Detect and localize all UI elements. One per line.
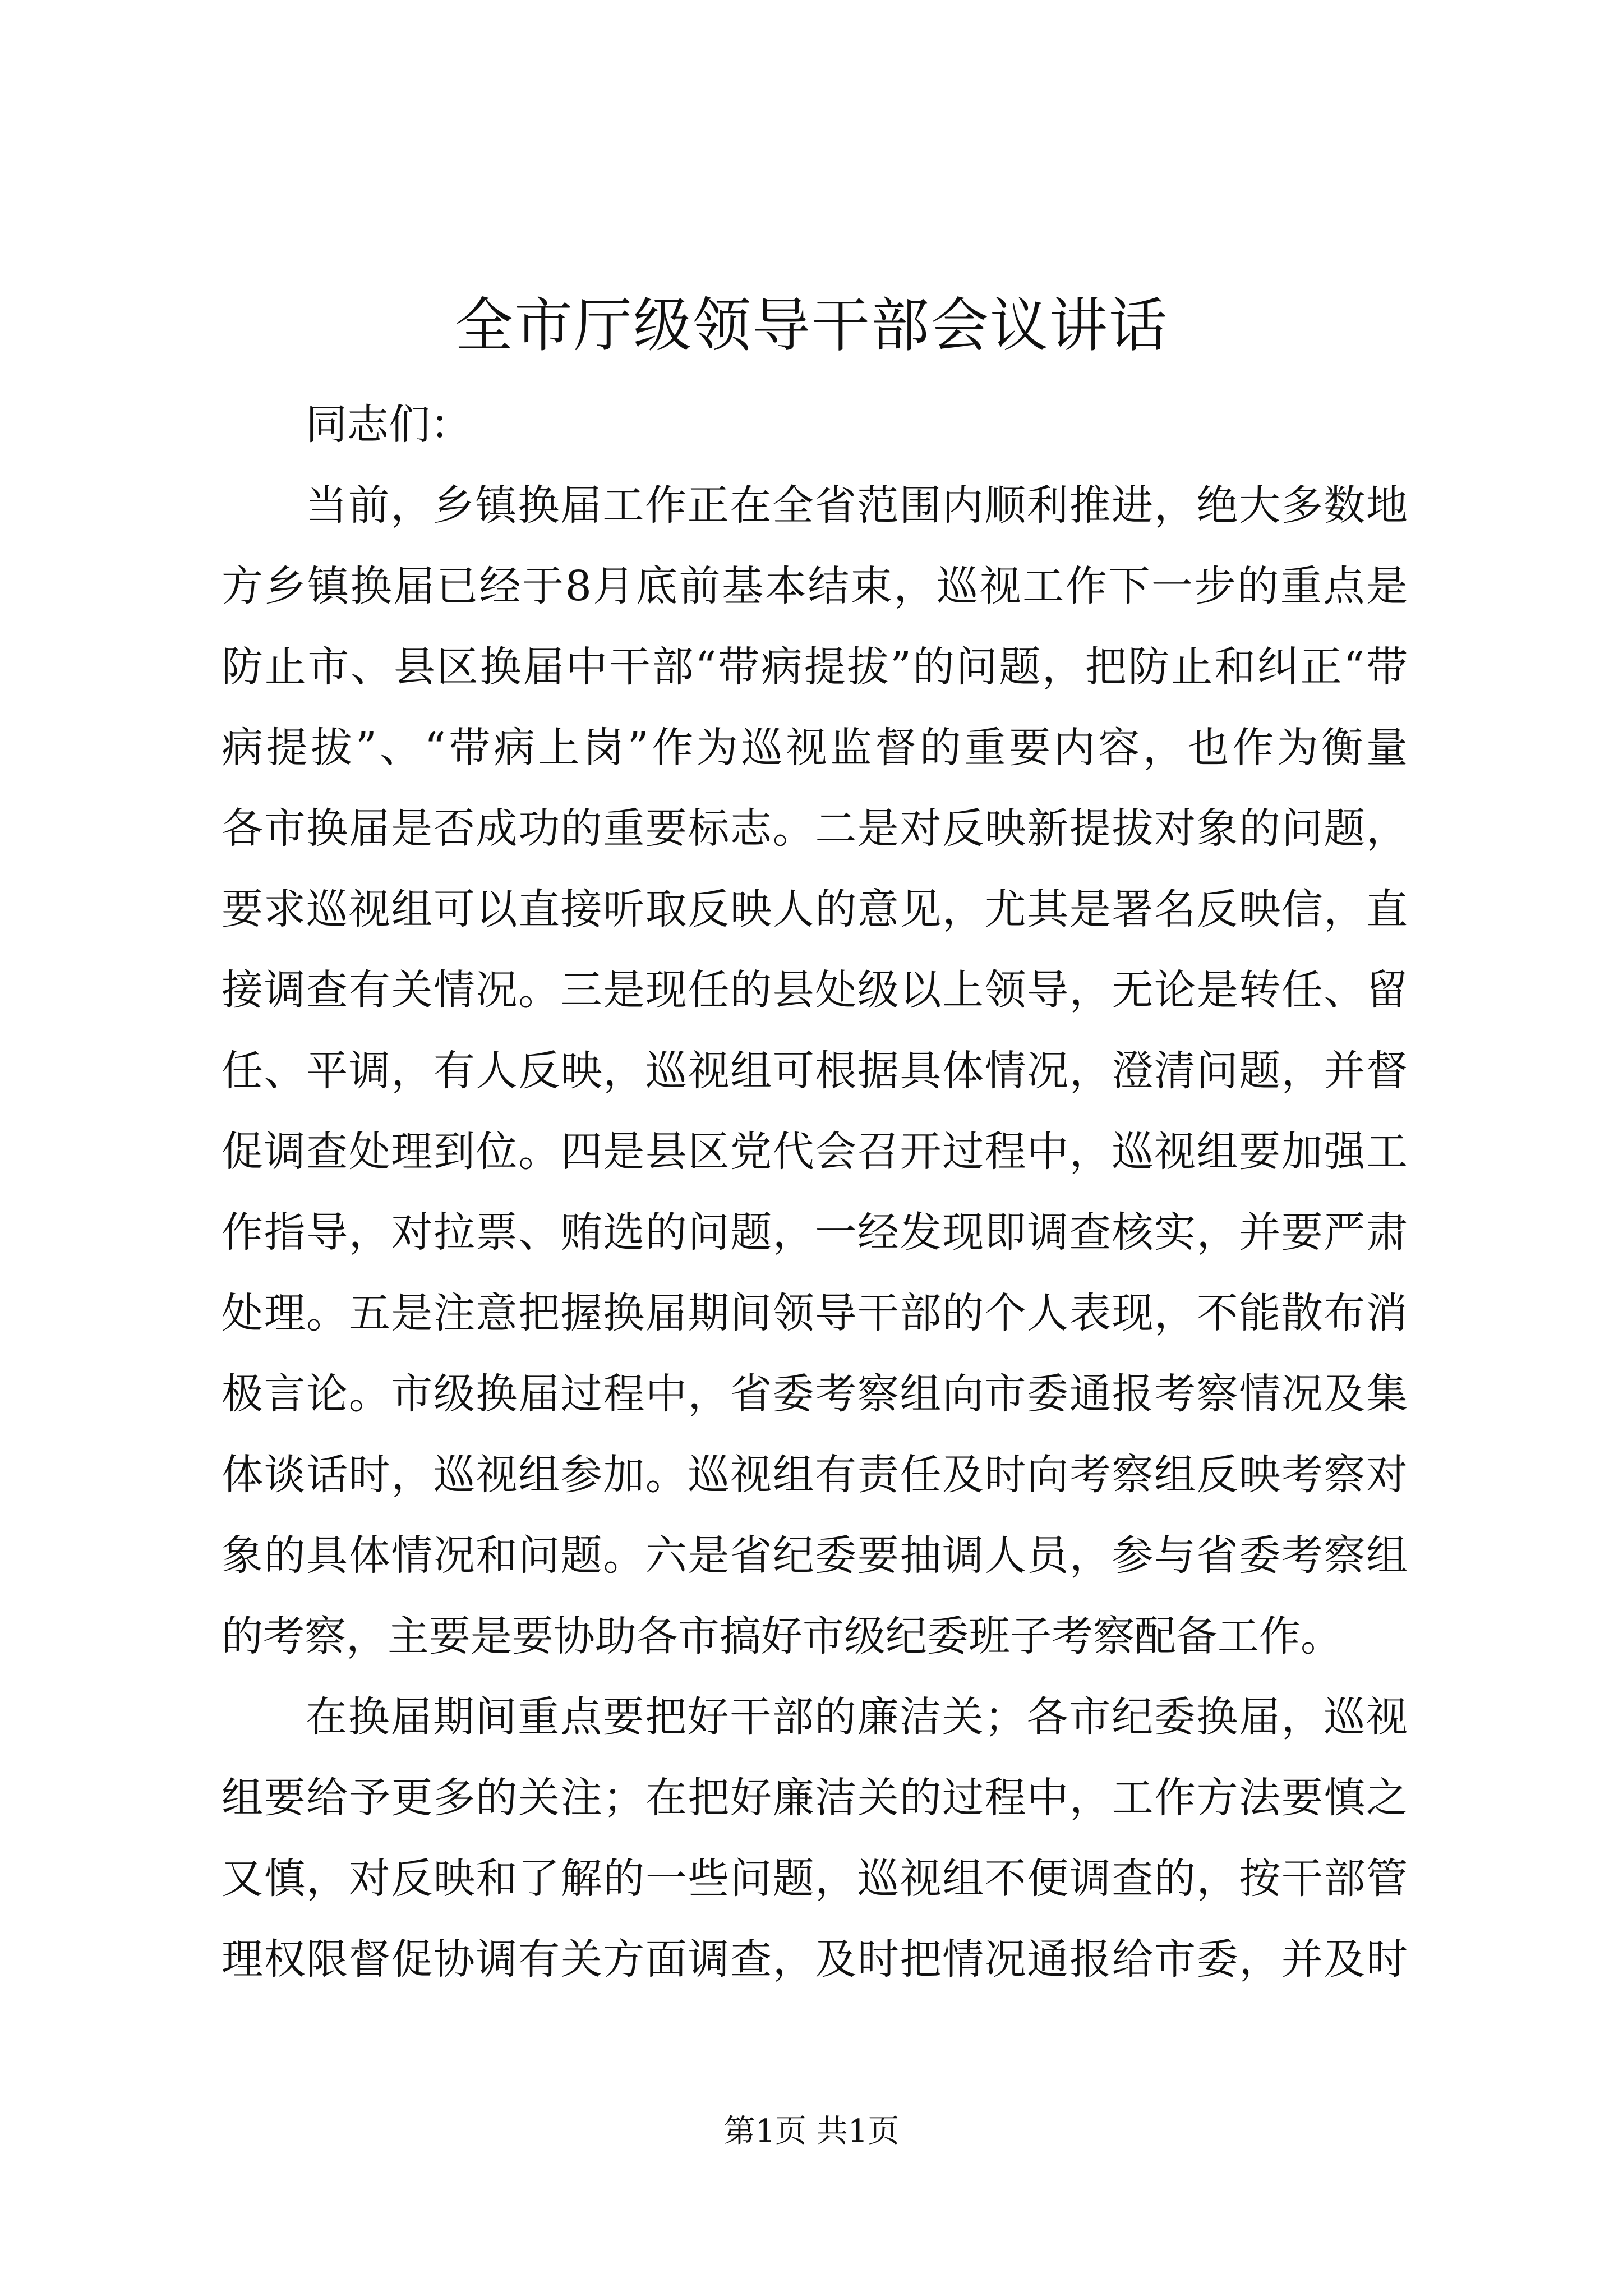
document-title: 全市厅级领导干部会议讲话 — [454, 291, 1168, 360]
document-body — [222, 384, 1408, 2000]
body-line: 要求巡视组可以直接听取反映人的意见，尤其是署名反映信，直 — [222, 885, 1408, 933]
body-line: 方乡镇换届已经于8月底前基本结束，巡视工作下一步的重点是 — [222, 562, 1408, 610]
body-line: 的考察，主要是要协助各市搞好市级纪委班子考察配备工作。 — [222, 1612, 1342, 1660]
body-line: 组要给予更多的关注；在把好廉洁关的过程中，工作方法要慎之 — [222, 1774, 1408, 1822]
body-line: 作指导，对拉票、贿选的问题，一经发现即调查核实，并要严肃 — [222, 1208, 1408, 1257]
body-line: 在换届期间重点要把好干部的廉洁关；各市纪委换届，巡视 — [306, 1693, 1408, 1741]
body-line: 接调查有关情况。三是现任的县处级以上领导，无论是转任、留 — [222, 966, 1408, 1014]
body-line: 当前，乡镇换届工作正在全省范围内顺利推进，绝大多数地 — [306, 481, 1408, 530]
salutation-line: 同志们： — [306, 401, 472, 449]
body-line: 处理。五是注意把握换届期间领导干部的个人表现，不能散布消 — [222, 1289, 1408, 1337]
body-line: 防止市、县区换届中干部“带病提拔”的问题，把防止和纠正“带 — [222, 643, 1408, 691]
page-footer: 第1页 共1页 — [723, 2113, 900, 2150]
body-line: 任、平调，有人反映，巡视组可根据具体情况，澄清问题，并督 — [222, 1047, 1408, 1095]
body-line: 促调查处理到位。四是县区党代会召开过程中，巡视组要加强工 — [222, 1128, 1408, 1176]
body-line: 体谈话时，巡视组参加。巡视组有责任及时向考察组反映考察对 — [222, 1451, 1408, 1499]
body-line: 又慎，对反映和了解的一些问题，巡视组不便调查的，按干部管 — [222, 1855, 1408, 1903]
body-line: 极言论。市级换届过程中，省委考察组向市委通报考察情况及集 — [222, 1370, 1408, 1418]
body-line: 病提拔”、“带病上岗”作为巡视监督的重要内容，也作为衡量 — [222, 724, 1408, 772]
body-line: 各市换届是否成功的重要标志。二是对反映新提拔对象的问题， — [222, 804, 1408, 853]
body-line: 象的具体情况和问题。六是省纪委要抽调人员，参与省委考察组 — [222, 1531, 1408, 1580]
body-line: 理权限督促协调有关方面调查，及时把情况通报给市委，并及时 — [222, 1935, 1408, 1984]
